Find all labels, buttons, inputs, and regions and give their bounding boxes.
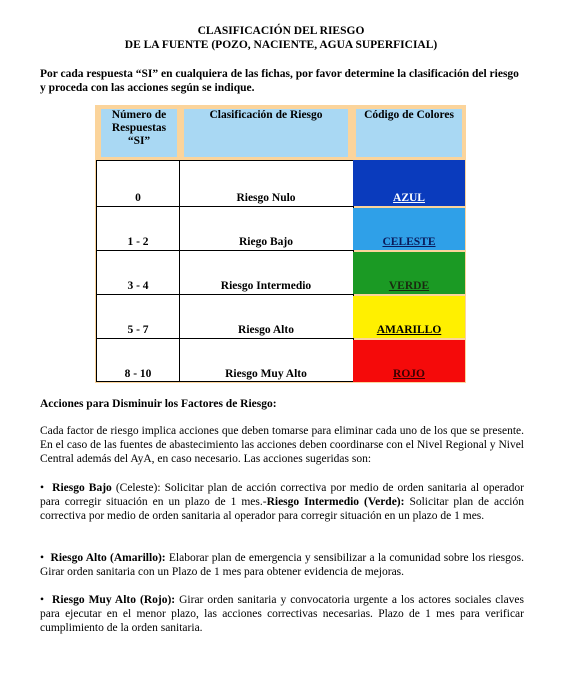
header-count-label: Número de Respuestas “SI” [111, 109, 167, 147]
bullet3-text: Girar orden sanitaria y convocatoria urgente a los actores sociales claves para ejecutar en el menor plazo, las acciones correctivas necesarias. Plazo de 1 mes para verificar cumplimiento de la orden sanitaria. [40, 594, 525, 634]
color-code-label: AMARILLO [376, 324, 442, 336]
color-code-label: CELESTE [382, 236, 436, 248]
actions-intro-paragraph: Cada factor de riesgo implica acciones que deben tomarse para eliminar cada uno de los que se presente. En el caso de las fuentes de abastecimiento las acciones deben coordinarse con el Nivel Regional y Nivel Central además del AyA, en caso necesario. Las acciones sugeridas son: [40, 425, 524, 465]
table-cell-range: 1 - 2 [127, 236, 149, 248]
header-count [101, 109, 177, 157]
bullet1-intermediate-title: Riesgo Intermedio (Verde): [266, 496, 405, 508]
table-cell-color-code [353, 252, 465, 294]
table-cell-risk: Riesgo Intermedio [220, 280, 312, 292]
table-cell-risk: Riesgo Alto [238, 324, 294, 336]
table-cell-color-code [353, 340, 465, 382]
color-code-label: ROJO [393, 368, 425, 380]
row-divider [96, 294, 354, 295]
table-cell-color-code [353, 160, 465, 206]
row-divider [96, 206, 354, 207]
table-cell-risk: Riesgo Nulo [236, 192, 296, 204]
bullet1-low-paren: (Celeste) [111, 482, 158, 494]
bullet2-title: Riesgo Alto (Amarillo): [50, 552, 166, 564]
table-cell-range: 5 - 7 [127, 324, 149, 336]
bullet-high [40, 551, 524, 579]
header-classification [184, 109, 348, 157]
bullet-marker: • [40, 552, 45, 564]
bullet-low-intermediate [40, 481, 524, 523]
table-cell-risk: Riesgo Muy Alto [225, 368, 307, 380]
color-code-label: VERDE [388, 280, 430, 292]
header-colors [356, 109, 462, 157]
bullet-marker: • [40, 482, 45, 494]
table-cell-color-code [353, 208, 465, 250]
table-cell-range: 0 [135, 192, 141, 204]
table-cell-risk: Riego Bajo [239, 236, 293, 248]
header-classification-label: Clasificación de Riesgo [209, 109, 323, 121]
actions-heading: Acciones para Disminuir los Factores de Riesgo: [40, 398, 277, 410]
document-title-line1: CLASIFICACIÓN DEL RIESGO [197, 25, 365, 37]
table-cell-color-code [353, 296, 465, 338]
row-divider [96, 250, 354, 251]
bullet-marker: • [40, 594, 45, 606]
row-divider [96, 338, 354, 339]
header-colors-label: Código de Colores [364, 109, 454, 121]
intro-paragraph: Por cada respuesta “SI” en cualquiera de las fichas, por favor determine la clasificación del riesgo y proceda con las acciones según se indique. [40, 68, 519, 94]
table-cell-range: 3 - 4 [127, 280, 149, 292]
table-cell-range: 8 - 10 [124, 368, 152, 380]
bullet2-text: Elaborar plan de emergencia y sensibilizar a la comunidad sobre los riesgos. Girar orden sanitaria con un Plazo de 1 mes para obtener evidencia de mejoras. [40, 552, 525, 578]
bullet3-title: Riesgo Muy Alto (Rojo): [52, 594, 176, 606]
color-code-label: AZUL [393, 192, 425, 204]
document-title-line2: DE LA FUENTE (POZO, NACIENTE, AGUA SUPERFICIAL) [124, 39, 438, 51]
bullet1-low-text: : Solicitar plan de acción correctiva por medio de orden sanitaria al operador para corregir situación en un plazo de 1 mes.- [40, 482, 524, 508]
bullet-very-high [40, 593, 524, 635]
risk-classification-table [95, 105, 466, 383]
bullet1-low-title: Riesgo Bajo [52, 482, 112, 494]
bullet1-intermediate-text: Solicitar plan de acción correctiva por medio de orden sanitaria al operador para corregir situación en un plazo de 1 mes. [40, 496, 524, 522]
